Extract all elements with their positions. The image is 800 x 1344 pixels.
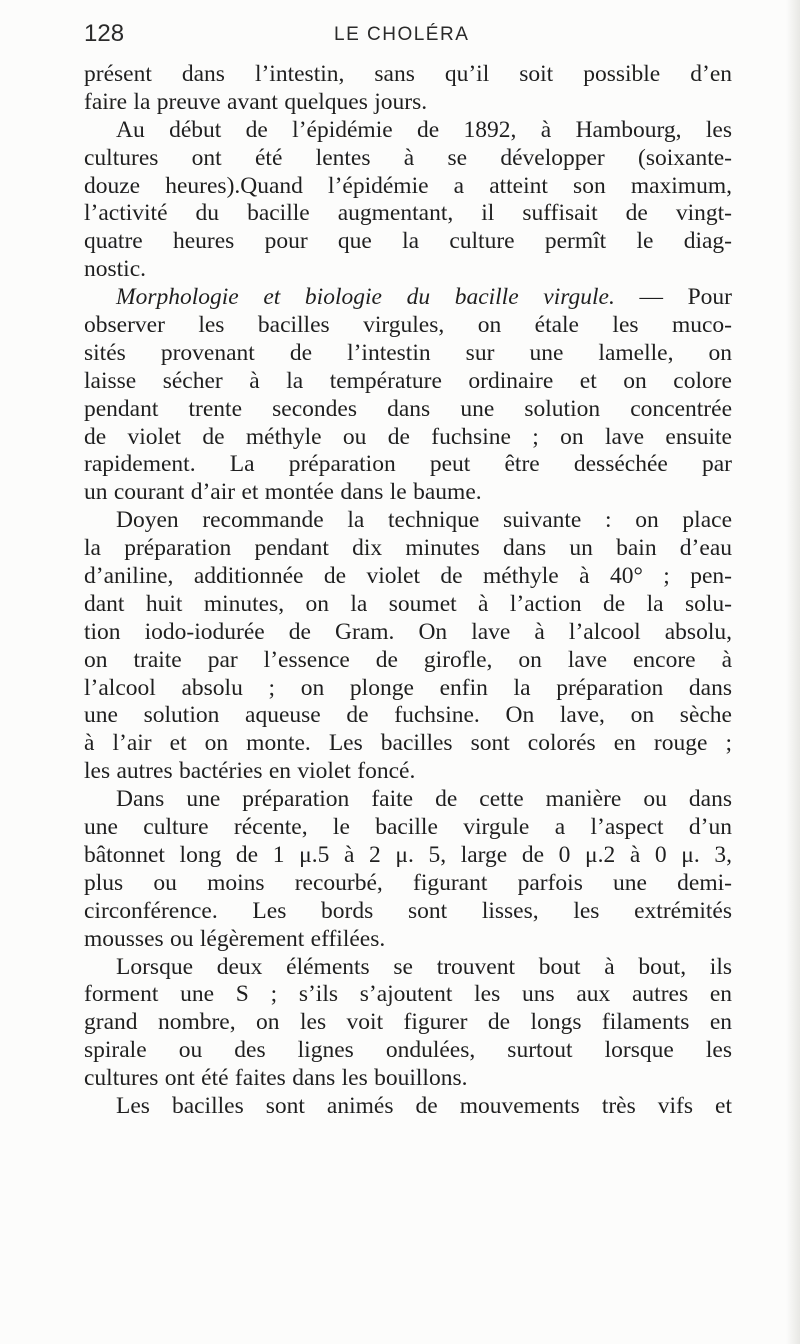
text-line: un courant d’air et montée dans le baume. (84, 479, 482, 506)
text-line: les autres bactéries en violet foncé. (84, 758, 416, 785)
paragraph-start-line: Au début de l’épidémie de 1892, à Hambourg, les (116, 116, 732, 143)
text-line: l’activité du bacille augmentant, il suffisait de vingt- (84, 200, 732, 227)
paragraph-start-line: Dans une préparation faite de cette manière ou dans (116, 786, 732, 813)
page-number: 128 (84, 20, 125, 47)
text-line: rapidement. La préparation peut être desséchée par (84, 451, 732, 478)
text-line: cultures ont été faites dans les bouillons. (84, 1065, 468, 1092)
text-line: cultures ont été lentes à se développer (soixante- (84, 144, 732, 171)
text-line: circonférence. Les bords sont lisses, les extrémités (84, 897, 732, 924)
paragraph-start-line: Les bacilles sont animés de mouvements très vifs et (116, 1092, 732, 1119)
text-line: pendant trente secondes dans une solution concentrée (84, 395, 732, 422)
running-head (84, 20, 734, 54)
text-line: observer les bacilles virgules, on étale les muco- (84, 312, 732, 339)
text-line: douze heures).Quand l’épidémie a atteint son maximum, (84, 172, 732, 199)
paragraph-start-line: Doyen recommande la technique suivante : on place (116, 507, 732, 534)
text-line: d’aniline, additionnée de violet de méthyle à 40° ; pen- (84, 563, 732, 590)
text-line: l’alcool absolu ; on plonge enfin la préparation dans (84, 674, 732, 701)
section-heading-line (84, 284, 732, 312)
text-line: nostic. (84, 256, 147, 283)
paragraph-start-line: Lorsque deux éléments se trouvent bout à bout, ils (116, 953, 732, 980)
section-heading-continuation: — Pour (614, 284, 732, 311)
text-line: à l’air et on monte. Les bacilles sont colorés en rouge ; (84, 730, 732, 757)
text-line: plus ou moins recourbé, figurant parfois une demi- (84, 869, 732, 896)
text-line: sités provenant de l’intestin sur une lamelle, on (84, 339, 732, 366)
body-text (84, 61, 732, 1121)
text-line: forment une S ; s’ils s’ajoutent les uns aux autres en (84, 981, 732, 1008)
section-heading: Morphologie et biologie du bacille virgule. (116, 284, 615, 311)
text-line: spirale ou des lignes ondulées, surtout lorsque les (84, 1037, 732, 1064)
text-line: une culture récente, le bacille virgule a l’aspect d’un (84, 814, 732, 841)
text-line: on traite par l’essence de girofle, on lave encore à (84, 646, 732, 673)
text-line: de violet de méthyle ou de fuchsine ; on lave ensuite (84, 423, 732, 450)
running-title: LE CHOLÉRA (334, 24, 470, 45)
text-line: bâtonnet long de 1 μ.5 à 2 μ. 5, large de 0 μ.2 à 0 μ. 3, (84, 841, 732, 868)
text-line: dant huit minutes, on la soumet à l’action de la solu- (84, 590, 732, 617)
text-line: grand nombre, on les voit figurer de longs filaments en (84, 1009, 732, 1036)
text-line: la préparation pendant dix minutes dans un bain d’eau (84, 535, 732, 562)
page-edge-shadow (786, 0, 800, 1344)
text-line: une solution aqueuse de fuchsine. On lave, on sèche (84, 702, 732, 729)
text-line: tion iodo-iodurée de Gram. On lave à l’alcool absolu, (84, 618, 732, 645)
text-line: mousses ou légèrement effilées. (84, 925, 386, 952)
text-line: quatre heures pour que la culture permît le diag- (84, 228, 732, 255)
text-line: faire la preuve avant quelques jours. (84, 88, 428, 115)
text-line: présent dans l’intestin, sans qu’il soit possible d’en (84, 61, 732, 87)
text-line: laisse sécher à la température ordinaire et on colore (84, 367, 732, 394)
